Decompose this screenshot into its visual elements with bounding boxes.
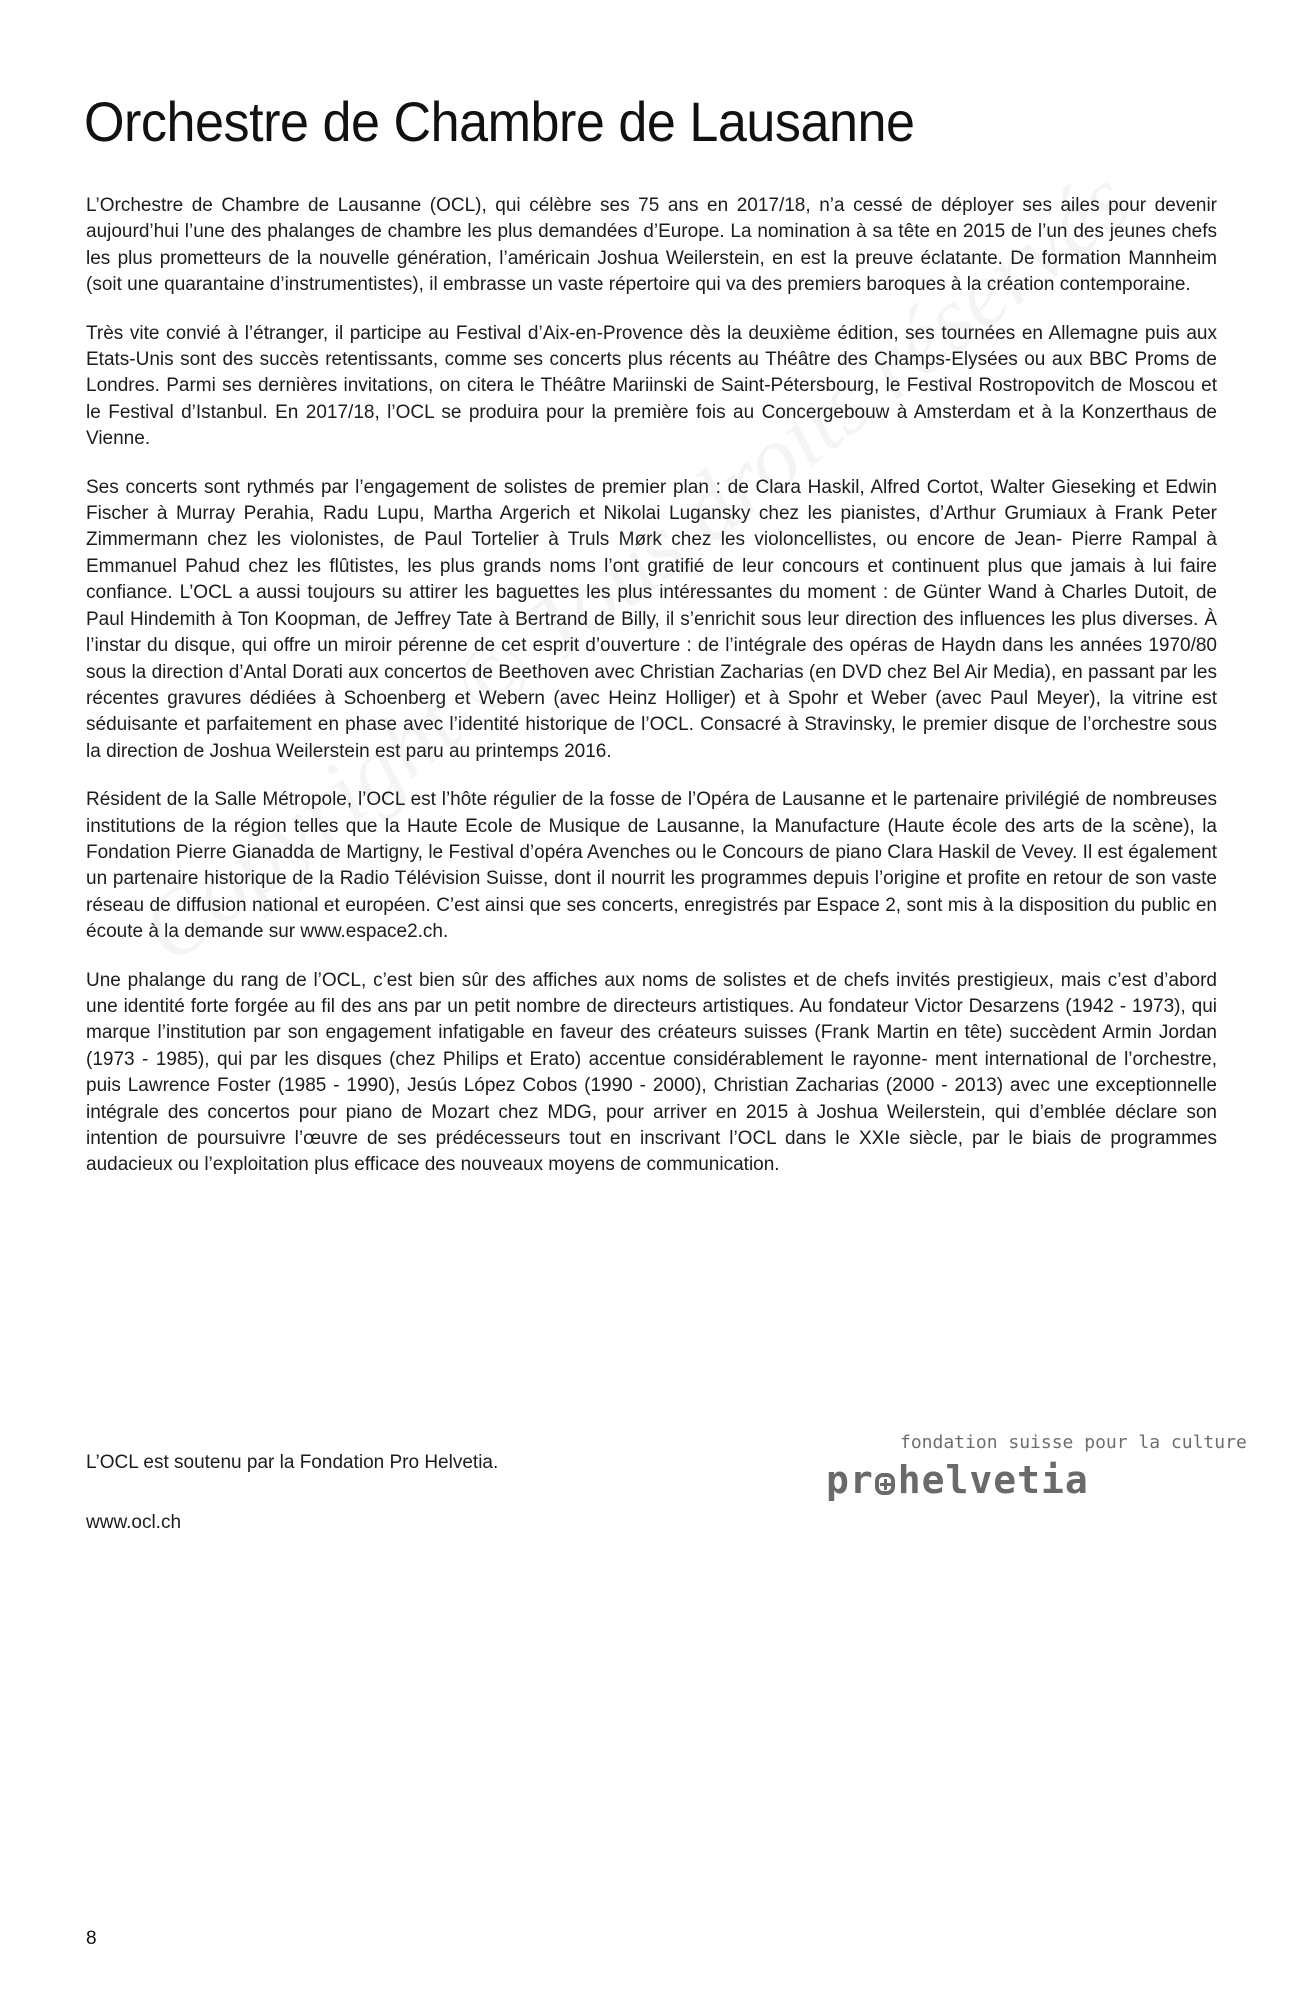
logo-wordmark <box>826 1456 1089 1504</box>
paragraph-directors: Une phalange du rang de l’OCL, c’est bien sûr des affiches aux noms de solistes et de chefs invités prestigieux, mais c’est d’abord une identité forte forgée au fil des ans par un petit nombre de directeurs artistiques. Au fondateur Victor Desarzens (1942 - 1973), qui marque l’institution par son engagement infatigable en faveur des créateurs suisses (Frank Martin en tête) succèdent Armin Jordan (1973 - 1985), qui par les disques (chez Philips et Erato) accentue considérablement le rayonne- ment international de l’orchestre, puis Lawrence Foster (1985 - 1990), Jesús López Cobos (1990 - 2000), Christian Zacharias (2000 - 2013) avec une exceptionnelle intégrale des concertos pour piano de Mozart chez MDG, pour arriver en 2015 à Joshua Weilerstein, qui d’emblée déclare son intention de poursuivre l’œuvre de ses prédécesseurs tout en inscrivant l’OCL dans le XXIe siècle, par le biais de programmes audacieux ou l’exploitation plus efficace des nouveaux moyens de communication. <box>86 969 1217 1176</box>
page-title: Orchestre de Chambre de Lausanne <box>84 90 915 153</box>
website-link[interactable]: www.ocl.ch <box>86 1512 182 1533</box>
paragraph-soloists: Ses concerts sont rythmés par l’engagement de solistes de premier plan : de Clara Haskil, Alfred Cortot, Walter Gieseking et Edwin Fischer à Murray Perahia, Radu Lupu, Martha Argerich et Nikolai Lugansky chez les pianistes, d’Arthur Grumiaux à Frank Peter Zimmermann chez les violonistes, de Paul Tortelier à Truls Mørk chez les violoncellistes, ou encore de Jean- Pierre Rampal à Emmanuel Pahud chez les flûtistes, les plus grands noms l’ont gratifié de leur concours et continuent plus que jamais à lui faire confiance. L’OCL a aussi toujours su attirer les baguettes les plus intéressantes du moment : de Günter Wand à Charles Dutoit, de Paul Hindemith à Ton Koopman, de Jeffrey Tate à Bertrand de Billy, il s’enrichit sous leur direction des influences les plus diverses. À l’instar du disque, qui offre un miroir pérenne de cet esprit d’ouverture : de l’intégrale des opéras de Haydn dans les années 1970/80 sous la direction d’Antal Dorati aux concertos de Beethoven avec Christian Zacharias (en DVD chez Bel Air Media), en passant par les récentes gravures dédiées à Schoenberg et Webern (avec Heinz Holliger) et à Spohr et Weber (avec Paul Meyer), la vitrine est séduisante et parfaitement en phase avec l’identité historique de l’OCL. Consacré à Stravinsky, le premier disque de l’orchestre sous la direction de Joshua Weilerstein est paru au printemps 2016. <box>86 476 1217 762</box>
logo-wordmark-end: helvetia <box>897 1458 1089 1502</box>
pro-helvetia-logo <box>826 1432 1247 1512</box>
paragraph-international: Très vite convié à l’étranger, il participe au Festival d’Aix-en-Provence dès la deuxième édition, ses tournées en Allemagne puis aux Etats-Unis sont des succès retentissants, comme ses concerts plus récents au Théâtre des Champs-Elysées ou aux BBC Proms de Londres. Parmi ses dernières invitations, on citera le Théâtre Mariinski de Saint-Pétersbourg, le Festival Rostropovitch de Moscou et le Festival d’Istanbul. En 2017/18, l’OCL se produira pour la première fois au Concergebouw à Amsterdam et à la Konzerthaus de Vienne. <box>86 322 1217 450</box>
logo-wordmark-start: pr <box>826 1458 874 1502</box>
swiss-cross-icon <box>875 1473 895 1495</box>
support-statement: L’OCL est soutenu par la Fondation Pro Helvetia. <box>86 1452 499 1473</box>
paragraph-residence: Résident de la Salle Métropole, l’OCL est l’hôte régulier de la fosse de l’Opéra de Lausanne et le partenaire privilégié de nombreuses institutions de la région telles que la Haute Ecole de Musique de Lausanne, la Manufacture (Haute école des arts de la scène), la Fondation Pierre Gianadda de Martigny, le Festival d’opéra Avenches ou le Concours de piano Clara Haskil de Vevey. Il est également un partenaire historique de la Radio Télévision Suisse, dont il nourrit les programmes depuis l’origine et profite en retour de son vaste réseau de diffusion national et européen. C’est ainsi que ses concerts, enregistrés par Espace 2, sont mis à la disposition du public en écoute à la demande sur www.espace2.ch. <box>86 789 1217 943</box>
page-number: 8 <box>86 1928 97 1949</box>
article-body <box>86 193 1217 1201</box>
paragraph-intro: L’Orchestre de Chambre de Lausanne (OCL), qui célèbre ses 75 ans en 2017/18, n’a cessé de déployer ses ailes pour devenir aujourd’hui l’une des phalanges de chambre les plus demandées d’Europe. La nomination à sa tête en 2015 de l’un des jeunes chefs les plus prometteurs de la nouvelle génération, l’américain Joshua Weilerstein, en est la preuve éclatante. De formation Mannheim (soit une quarantaine d’instrumentistes), il embrasse un vaste répertoire qui va des premiers baroques à la création contemporaine. <box>86 195 1217 296</box>
logo-tagline: fondation suisse pour la culture <box>900 1432 1247 1453</box>
